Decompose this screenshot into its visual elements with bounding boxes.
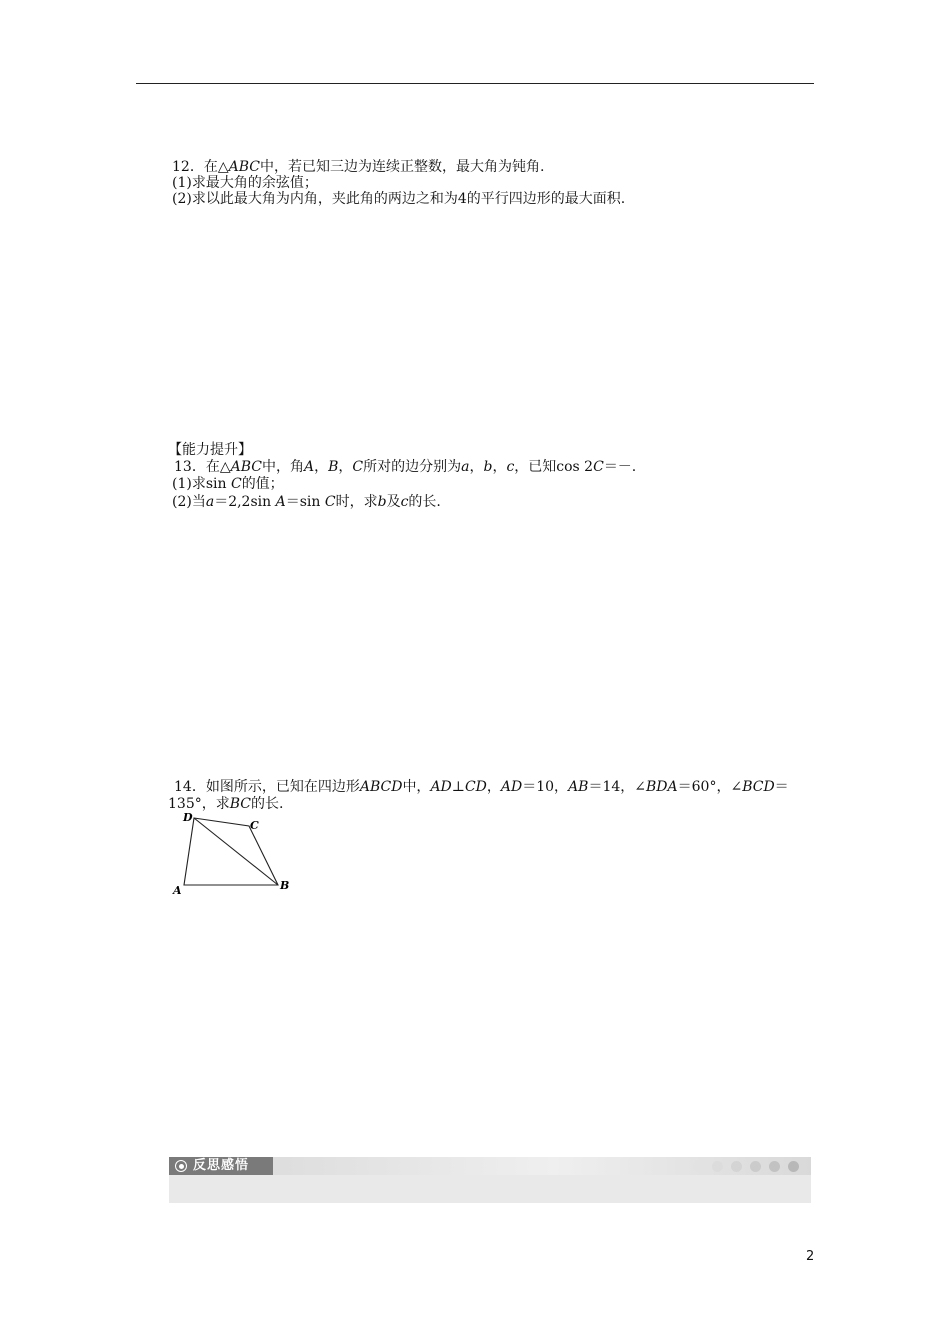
q14-text: 的长. [251, 796, 284, 812]
q14-segment-bc: BC [229, 796, 251, 812]
q14-number: 14．如图所示，已知在四边形 [174, 779, 360, 795]
reflection-tab [169, 1157, 273, 1175]
q13-sep: ， [314, 459, 329, 475]
q13-sep: ， [492, 459, 507, 475]
q13-text: ＝－. [603, 459, 637, 475]
q14-angle-bda: BDA [646, 779, 678, 795]
q14-text: ＝60°，∠ [677, 779, 743, 795]
quadrilateral-figure [168, 806, 298, 898]
reflection-header-strip [169, 1157, 811, 1175]
header-rule [136, 83, 814, 84]
dot-icon [750, 1161, 761, 1172]
q14-quadrilateral: ABCD [359, 779, 403, 795]
dot-icon [731, 1161, 742, 1172]
page-number: 2 [806, 1249, 815, 1264]
decorative-dots [693, 1161, 799, 1172]
q14-segment-cd: CD [464, 779, 487, 795]
q13-angle-a: A [275, 494, 286, 510]
q13-triangle: ABC [230, 459, 262, 475]
q13-number: 13．在△ [174, 459, 231, 475]
q12-triangle: ABC [228, 159, 260, 175]
diagonal-bd [194, 818, 278, 885]
q13-sep: ， [338, 459, 353, 475]
q14-text: 中， [402, 779, 431, 795]
target-circle-icon [175, 1160, 187, 1172]
reflection-title: 反思感悟 [193, 1158, 250, 1173]
q14-segment-ab: AB [568, 779, 589, 795]
q14-text: ， [486, 779, 501, 795]
q12-part2: (2)求以此最大角为内角，夹此角的两边之和为4的平行四边形的最大面积. [172, 191, 626, 207]
q12-number: 12．在△ [172, 159, 229, 175]
q13-side-a: a [461, 459, 470, 475]
q13-angle-b: B [328, 459, 339, 475]
q12-stem [172, 159, 544, 176]
q13-part2 [172, 494, 441, 511]
q13-text: ，已知cos 2 [514, 459, 594, 475]
q14-text: ＝14，∠ [588, 779, 647, 795]
vertex-label-a: A [173, 884, 182, 897]
dot-icon [693, 1161, 704, 1172]
vertex-label-b: B [280, 879, 290, 892]
dot-icon [712, 1161, 723, 1172]
q13-part2-text: 及 [386, 494, 401, 510]
q13-part1-text: (1)求sin [172, 476, 231, 492]
q13-angle-a: A [303, 459, 315, 475]
dot-icon [769, 1161, 780, 1172]
q13-part2-text: ＝2,2sin [214, 494, 276, 510]
q14-text: 135°，求 [168, 796, 230, 812]
q13-side-b: b [483, 459, 493, 475]
q13-stem [174, 459, 636, 476]
q13-angle-c: C [352, 459, 364, 475]
q13-angle-c: C [230, 476, 242, 492]
q13-part1 [172, 476, 284, 493]
vertex-label-d: D [183, 811, 193, 824]
quadrilateral-outline [184, 818, 278, 885]
q13-part2-text: 时，求 [335, 494, 378, 510]
q14-text: ＝10， [522, 779, 569, 795]
q14-angle-bcd: BCD [742, 779, 775, 795]
q12-condition: 中，若已知三边为连续正整数，最大角为钝角. [259, 159, 545, 175]
reflection-box [169, 1157, 811, 1203]
q13-angle-c: C [593, 459, 604, 475]
q14-text: ⊥ [451, 779, 465, 795]
q13-text: 所对的边分别为 [363, 459, 462, 475]
q13-part2-text: (2)当 [172, 494, 206, 510]
q13-text: 中，角 [261, 459, 304, 475]
q13-part1-text: 的值； [241, 476, 284, 492]
q13-part2-text: 的长. [408, 494, 441, 510]
q13-side-a: a [205, 494, 215, 510]
q13-angle-c: C [324, 494, 336, 510]
q13-sep: ， [469, 459, 484, 475]
q13-side-b: b [377, 494, 387, 510]
q14-text: ＝ [774, 779, 789, 795]
section-ability-title: 【能力提升】 [168, 442, 252, 458]
q13-side-c: c [506, 459, 515, 475]
q12-part1: (1)求最大角的余弦值； [172, 175, 318, 191]
q13-part2-text: ＝sin [285, 494, 325, 510]
q14-segment-ad: AD [500, 779, 523, 795]
q14-stem-line1 [174, 779, 789, 796]
dot-icon [788, 1161, 799, 1172]
q13-side-c: c [400, 494, 409, 510]
vertex-label-c: C [250, 819, 259, 832]
q14-segment-ad: AD [430, 779, 452, 795]
